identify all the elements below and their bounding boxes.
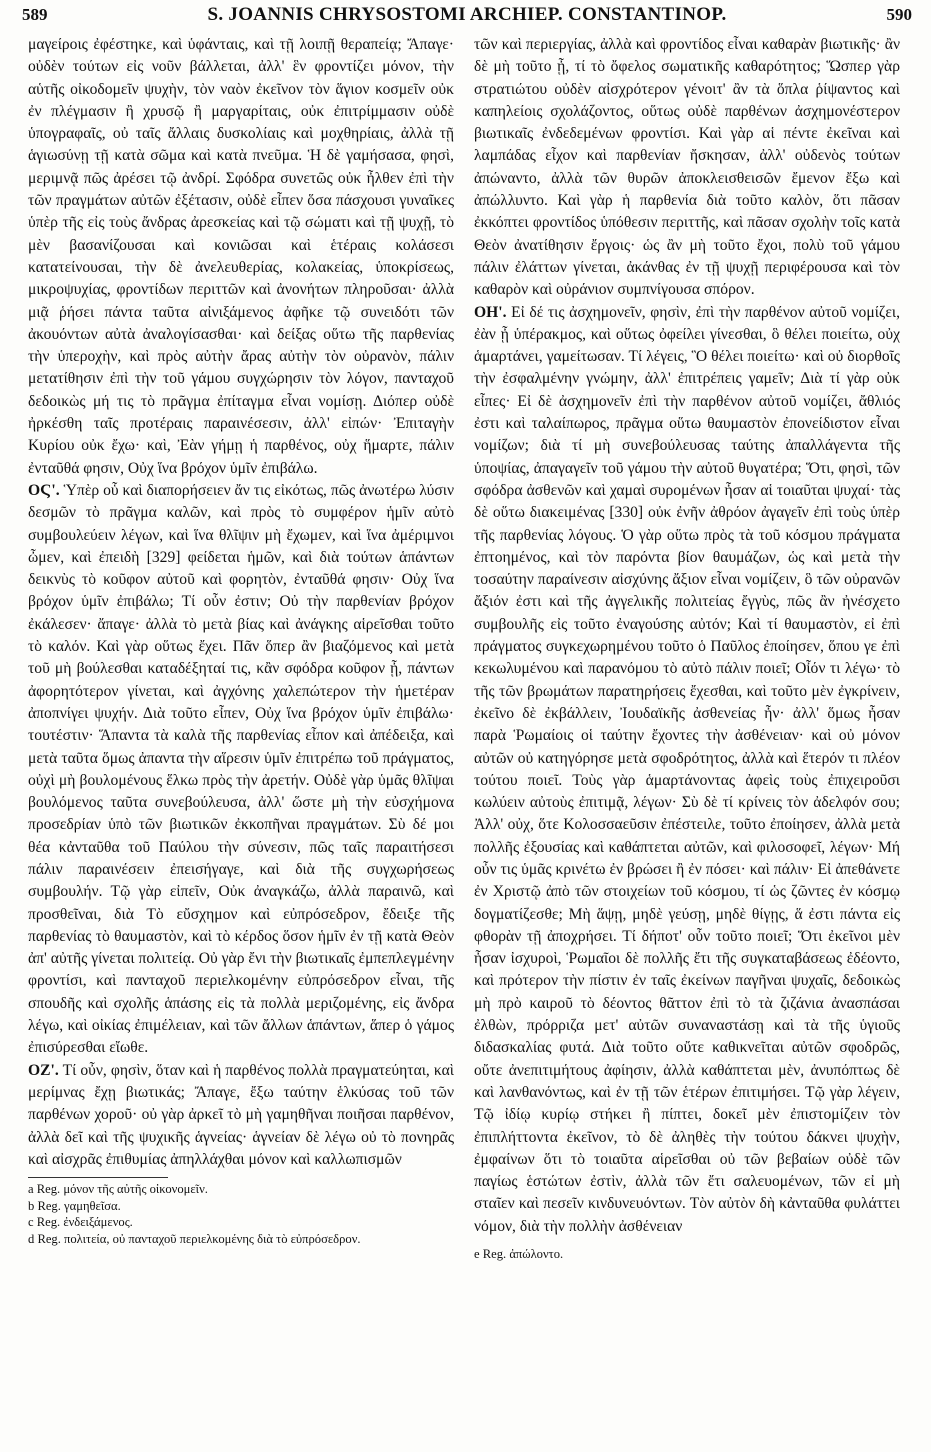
footnote: b Reg. γαμηθεῖσα.	[28, 1198, 121, 1213]
right-column	[474, 34, 900, 1263]
footnote: e Reg. ἀπώλοντο.	[474, 1247, 564, 1262]
paragraph-text: Εἰ δέ τις ἀσχημονεῖν, φησὶν, ἐπὶ τὴν παρθένον αὐτοῦ νομίζει, ἐὰν ᾖ ὑπέρακμος, καὶ οὕτως ὀφείλει γίνεσθαι, ὃ θέλει ποιείτω, οὐχ ἁμαρτάνει, γαμείτωσαν. Τί λέγεις, Ὃ θέλει ποιείτω· καὶ οὐ διορθοῖς τὴν ἐσφαλμένην γνώμην, ἀλλ' ἐπιτρέπεις γαμεῖν; Διὰ τί γὰρ οὐκ εἶπες· Εἰ δὲ ἀσχημονεῖν ἐπὶ τὴν παρθένον αὐτοῦ νομίζει, ἄθλιός ἐστι καὶ ταλαίπωρος, πρᾶγμα οὕτω θαυμαστὸν ἐπονείδιστον εἶναι νομίζων; διὰ τί μὴ συνεβούλευσας ταύτης ἀπαλλάγεντα τῆς ὑποψίας, ἀπαγαγεῖν τοῦ γάμου τὴν αὐτοῦ θυγατέρα; Ὅτι, φησὶ, τῶν σφόδρα ἀσθενῶν καὶ χαμαὶ συρομένων ἦσαν αἱ τοιαῦται ψυχαί· τὰς δὲ οὕτω διακειμένας [330] οὐκ ἐνῆν ἀθρόον ἀγαγεῖν ἐπὶ τοὺς ὑπὲρ τῆς παρθενίας λόγους. Ὁ γὰρ οὕτω πρὸς τὰ τοῦ κόσμου πράγματα ἐπτοημένος, καὶ τὸν παρόντα βίον θαυμάζων, ὡς καὶ μετὰ τὴν τοσαύτην παραίνεσιν αἰσχύνης ἄξιον εἶναι νομίζειν, ὃ τῶν οὐρανῶν ἄξιόν ἐστι καὶ τῆς ἀγγελικῆς πολιτείας ἔγγὺς, πῶς ἂν ἠνέσχετο συμβουλῆς εἰς τοῦτο ἐναγούσης αὐτόν; Καὶ τί θαυμαστὸν, εἰ ἐπὶ πράγματος συγκεχωρημένου τοῦτο ὁ Παῦλος ἐποίησεν, ὅπου γε ἐπὶ κεκωλυμένου καὶ παρανόμου τὸ αὐτὸ πάλιν ποιεῖ; Οἶόν τι λέγω· τὸ τῆς τῶν βρωμάτων παρατηρήσεις ἔχεσθαι, καὶ τοῦτο μὲν ἐγκρίνειν, ἐκεῖνο δὲ ἐκβάλλειν, Ἰουδαϊκῆς ἀσθενείας ἦν· ἀλλ' ὅμως ἦσαν παρὰ Ῥωμαίοις οἱ ταύτην ἔχοντες τὴν ἀσθένειαν· καὶ οὐ μόνον αὐτῶν οὐ κατηγόρησε μετὰ σφοδρότητος, ἀλλὰ καὶ ἕτερόν τι πλέον τούτου ποιεῖ. Τοὺς γὰρ ἁμαρτάνοντας ἀφεὶς τοὺς ἐπιχειροῦσι κωλύειν αὐτοὺς ἐπιτιμᾷ, λέγων· Σὺ δὲ τί κρίνεις τὸν ἀδελφόν σου; Ἀλλ' οὐχ, ὅτε Κολοσσαεῦσιν ἐπέστειλε, τοῦτο ἐποίησεν, ἀλλὰ μετὰ πολλῆς ἐξουσίας καὶ καθάπτεται αὐτῶν, καὶ φιλοσοφεῖ, λέγων· Μή οὖν τις ὑμᾶς κρινέτω ἐν βρώσει ἢ ἐν πόσει· καὶ πάλιν· Εἰ ἀπεθάνετε ἐν Χριστῷ ἀπὸ τῶν στοιχείων τοῦ κόσμου, τί ὡς ζῶντες ἐν κόσμῳ δογματίζεσθε; Μὴ ἅψῃ, μηδὲ γεύσῃ, μηδὲ θίγῃς, ἅ ἐστι πάντα εἰς φθορὰν τῇ ἀποχρήσει. Τί δήποτ' οὖν τοῦτο ποιεῖ; Ὅτι ἐκεῖνοι μὲν ἦσαν ἰσχυροὶ, Ῥωμαῖοι δὲ πολλῆς ἔτι τῆς συγκαταβάσεως ἐδέοντο, καὶ πρότερον τὴν πίστιν ἐν ταῖς ἐκείνων παγῆναι ψυχαῖς, δεδοικὼς μὴ πρὸ καιροῦ τὸ δέοντος θᾶττον ἐπὶ τὸ τὰ ζιζάνια ἀνασπάσαι ἐλθὼν, πρόρριζα μετ' αὐτῶν συναναστάσῃ καὶ τὰ τῆς ὑγιοῦς διδασκαλίας φυτά. Διὰ τοῦτο οὔτε καθικνεῖται αὐτῶν σφοδρῶς, οὔτε ἀνεπιτιμήτους ἀφίησιν, ἀλλὰ καθάπτεται μὲν, ἀνυπόπτως δὲ καὶ λανθανόντως, καὶ ἐν τῇ τῶν ἑτέρων ἐπιτιμήσει. Τῷ γὰρ λέγειν, Τῷ ἰδίῳ κυρίῳ στήκει ἢ πίπτει, δοκεῖ μὲν ἐπιστομίζειν τὸν ἐπιπλήττοντα ἐκεῖνον, τὸ δὲ ἀληθὲς τὴν τούτου δάκνει ψυχὴν, ἐμφαίνων ὅτι τὸ τοιαῦτα αἱρεῖσθαι οὐ τῶν βεβαίων οὐδὲ τῶν παγίως ἑστώτων ἐστὶν, ἀλλὰ τῶν ἔτι σαλευομένων, τῶν εἰ μὴ σταῖεν καὶ πεσεῖν κινδυνευόντων. Τὸν αὐτὸν δὴ κἀνταῦθα φυλάττει νόμον, διὰ τὴν πολλὴν ἀσθένειαν	[474, 303, 900, 1235]
footnote: d Reg. πολιτεία, οὐ πανταχοῦ περιελκομένης διὰ τὸ εὐπρόσεδρον.	[28, 1231, 361, 1246]
section-number: ΟΖ'.	[28, 1061, 59, 1079]
paragraph	[28, 1060, 454, 1171]
paragraph	[28, 480, 454, 1060]
paragraph: τῶν καὶ περιεργίας, ἀλλὰ καὶ φροντίδος εἶναι καθαρὰν βιωτικῆς· ἂν δὲ μὴ τοῦτο ᾖ, τί τὸ ὄφελος σωματικῆς καθαρότητος; Ὥσπερ γὰρ στρατιώτου οὐδὲν αἰσχρότερον γένοιτ' ἂν τὰ ὅπλα ῥίψαντος καὶ καπηλείοις σχολάζοντος, οὕτως οὐδὲ παρθένων ἀσχημονέστερον βιωτικαῖς ἐνδεδεμένων φροντίσι. Καὶ γὰρ αἱ πέντε ἐκεῖναι καὶ λαμπάδας εἶχον καὶ παρθενίαν ἤσκησαν, ἀλλ' οὐδενὸς τούτων ἀπώναντο, ἀλλὰ τῶν θυρῶν ἀποκλεισθεισῶν ἔμενον ἔξω καὶ ἀπώλλυντο. Καὶ γὰρ ἡ παρθενία διὰ τοῦτο καλὸν, ὅτι πᾶσαν ἐκκόπτει φροντίδος ὑπόθεσιν περιττῆς, καὶ πᾶσαν σχολὴν τοῖς κατὰ Θεὸν ἀνατίθησιν ἔργοις· ὡς ἂν μὴ τοῦτο ἔχοι, πολὺ τοῦ γάμου πάλιν ἐλάττων γίνεται, ἀκάνθας ἐν τῇ ψυχῇ περιφέρουσα καὶ τὸν καθαρὸν καὶ οὐράνιον συμπνίγουσα σπόρον.	[474, 36, 900, 299]
footnote-rule	[28, 1177, 168, 1178]
footnote: c Reg. ἐνδειξάμενος.	[28, 1215, 133, 1230]
left-column	[28, 34, 454, 1247]
page-number-right: 590	[886, 5, 912, 24]
paragraph-text: Ὑπὲρ οὗ καὶ διαπορήσειεν ἄν τις εἰκότως, πῶς ἀνωτέρω λύσιν δεσμῶν τὸ πρᾶγμα καλῶν, καὶ πρὸς τὸ συμφέρον ἡμῖν αὐτὸ συμβουλεύειν λέγων, καὶ ἵνα θλῖψιν μὴ ἔχωμεν, καὶ ἵνα ἀμέριμνοι ὦμεν, καὶ ἐπειδὴ [329] φείδεται ἡμῶν, καὶ διὰ τούτων ἁπάντων δεικνὺς τὸ κοῦφον αὐτοῦ καὶ φορητὸν, ἐνταῦθά φησιν· Οὐχ ἵνα βρόχον ὑμῖν ἐπιβάλω; Τί οὖν ἐστιν; Οὐ τὴν παρθενίαν βρόχον ἐκάλεσεν· ἄπαγε· ἀλλὰ τὸ μετὰ βίας καὶ ἀνάγκης αἱρεῖσθαι τοῦτο τὸ καλόν. Καὶ γὰρ οὕτως ἔχει. Πᾶν ὅπερ ἂν βιαζόμενος καὶ μετὰ τοῦ μὴ βούλεσθαι καταδέξηταί τις, κἂν σφόδρα κοῦφον ᾖ, πάντων ἀφορητότερον γίνεται, καὶ ἀγχόνης χαλεπώτερον τὴν ἡμετέραν ἀποπνίγει ψυχήν. Διὰ τοῦτο εἶπεν, Οὐχ ἵνα βρόχον ὑμῖν ἐπιβάλω· τουτέστιν· Ἅπαντα τὰ καλὰ τῆς παρθενίας εἶπον καὶ ἀπέδειξα, καὶ μετὰ ταῦτα ὅμως ἀπαντα τὴν αἵρεσιν ὑμῖν ἐπιτρέπω τοῦ πράγματος, οὐχὶ μὴ βουλομένους ἕλκω πρὸς τὴν ἀρετήν. Οὐδὲ γὰρ ὑμᾶς θλῖψαι βουλόμενος ταῦτα συνεβούλευσα, ἀλλ' ὥστε μὴ τὴν εὐσχήμονα προσεδρίαν ὑπὸ τῶν βιωτικῶν ἐκκοπῆναι πραγμάτων. Σὺ δέ μοι θέα κἀνταῦθα τοῦ Παύλου τὴν σύνεσιν, πῶς ταῖς παραιτήσεσι πάλιν παραινέσειν ἐπεισήγαγε, καὶ διὰ τῆς συγχωρήσεως συμβουλήν. Τῷ γὰρ εἰπεῖν, Οὐκ ἀναγκάζω, ἀλλὰ παραινῶ, καὶ προσθεῖναι, διὰ Τὸ εὔσχημον καὶ εὐπρόσεδρον, ἔδειξε τῆς παρθενίας τὸ θαυμαστὸν, καὶ τὸ κέρδος ὅσον ἡμῖν ἐν τῇ κατὰ Θεὸν ἀπ' αὐτῆς γίνεται πολιτείᾳ. Οὐ γὰρ ἔνι τὴν βιωτικαῖς ἐμπεπλεγμένην φροντίσι, καὶ πανταχοῦ περιελκομένην εὐπρόσεδρον εἶναι, τῆς σπουδῆς καὶ σχολῆς ἁπάσης εἰς τὰ πολλὰ μεριζομένης, εἰς ἄνδρα λέγω, καὶ οἰκίας ἐπιμέλειαν, καὶ τῶν ἄλλων ἁπάντων, ἅπερ ὁ γάμος ἐπισύρεσθαι εἴωθε.	[28, 481, 455, 1057]
running-header	[22, 4, 912, 30]
footnote: a Reg. μόνον τῆς αὐτῆς οἰκονομεῖν.	[28, 1182, 208, 1197]
paragraph-text: Τί οὖν, φησὶν, ὅταν καὶ ἡ παρθένος πολλὰ πραγματεύηται, καὶ μερίμνας ἔχῃ βιωτικάς; Ἄπαγε, ἔξω ταύτην ἑλκύσας τοῦ τῶν παρθένων χοροῦ· οὐ γὰρ ἀρκεῖ τὸ μὴ γαμηθῆναι ποιῆσαι παρθένον, ἀλλὰ δεῖ καὶ τῆς ψυχικῆς ἁγνείας· ἁγνείαν δὲ λέγω οὐ τὸ πονηρᾶς καὶ αἰσχρᾶς ἐπιθυμίας ἀπηλλάχθαι μόνον καὶ καλλωπισμῶν	[28, 1061, 454, 1168]
paragraph: μαγείροις ἐφέστηκε, καὶ ὑφάνταις, καὶ τῇ λοιπῇ θεραπείᾳ; Ἄπαγε· οὐδὲν τούτων εἰς νοῦν βάλλεται, ἀλλ' ἓν φροντίζει μόνον, τὴν αὑτῆς οἰκοδομεῖν ψυχὴν, τὸν ναὸν ἐκεῖνον τὸν ἅγιον κοσμεῖν οὐκ ἐν πλέγμασιν ἢ χρυσῷ ἢ μαργαρίταις, οὐκ ἐπιτρίμμασιν οὐδὲ ὑπογραφαῖς, οὐ ταῖς ἄλλαις δυσκολίαις καὶ μοχθηρίαις, ἀλλὰ τῇ ἁγιωσύνῃ τῇ κατὰ σῶμα καὶ κατὰ πνεῦμα. Ἡ δὲ γαμήσασα, φησὶ, μεριμνᾷ πῶς ἀρέσει τῷ ἀνδρί. Σφόδρα συνετῶς οὐκ ἦλθεν ἐπὶ τὴν τῶν πραγμάτων αὐτῶν ἐξέτασιν, οὐδὲ εἶπεν ὅσα πάσχουσι γυναῖκες ὑπὲρ τῆς εἰς τοὺς ἄνδρας ἀρεσκείας καὶ τῷ σώματι καὶ τῇ ψυχῇ, τὸ μὲν βασανίζουσαι καὶ κονιῶσαι καὶ ἑτέραις κολάσεσι κατατείνουσαι, τὴν δὲ ἀνελευθερίας, κολακείας, ὑποκρίσεως, μικροψυχίας, φροντίδων περιττῶν καὶ ἀνονήτων πληροῦσαι· ἀλλὰ μιᾷ ῥήσει πάντα ταῦτα αἰνιξάμενος ἀφῆκε τῷ συνειδότι τῶν ἀκουόντων αὐτὰ ἀναλογίσασθαι· καὶ δείξας οὕτω τῆς παρθενίας τὴν ὑπεροχὴν, καὶ πρὸς αὐτὴν ἄρας αὐτὴν τὸν οὐρανὸν, πάλιν μετατίθησιν ἐπὶ τὴν τοῦ γάμου συγχώρησιν τὸν λόγον, πανταχοῦ δεδοικὼς μή τις τὸ πρᾶγμα ἐπίταγμα εἶναι νομίσῃ. Διόπερ οὐδὲ ἠρκέσθη ταῖς προτέραις παραινέσεσιν, ἀλλ' εἰπών· Ἐπιταγὴν Κυρίου οὐκ ἔχω· καὶ, Ἐὰν γήμῃ ἡ παρθένος, οὐχ ἥμαρτε, πάλιν ἐνταῦθά φησιν, Οὐχ ἵνα βρόχον ὑμῖν ἐπιβάλω.	[28, 36, 454, 477]
section-number: ΟΗ'.	[474, 303, 507, 321]
paragraph	[474, 302, 900, 1238]
running-title: S. JOANNIS CHRYSOSTOMI ARCHIEP. CONSTANTINOP.	[207, 4, 727, 25]
page-number-left: 589	[22, 5, 48, 24]
section-number: ΟϚ'.	[28, 481, 60, 499]
